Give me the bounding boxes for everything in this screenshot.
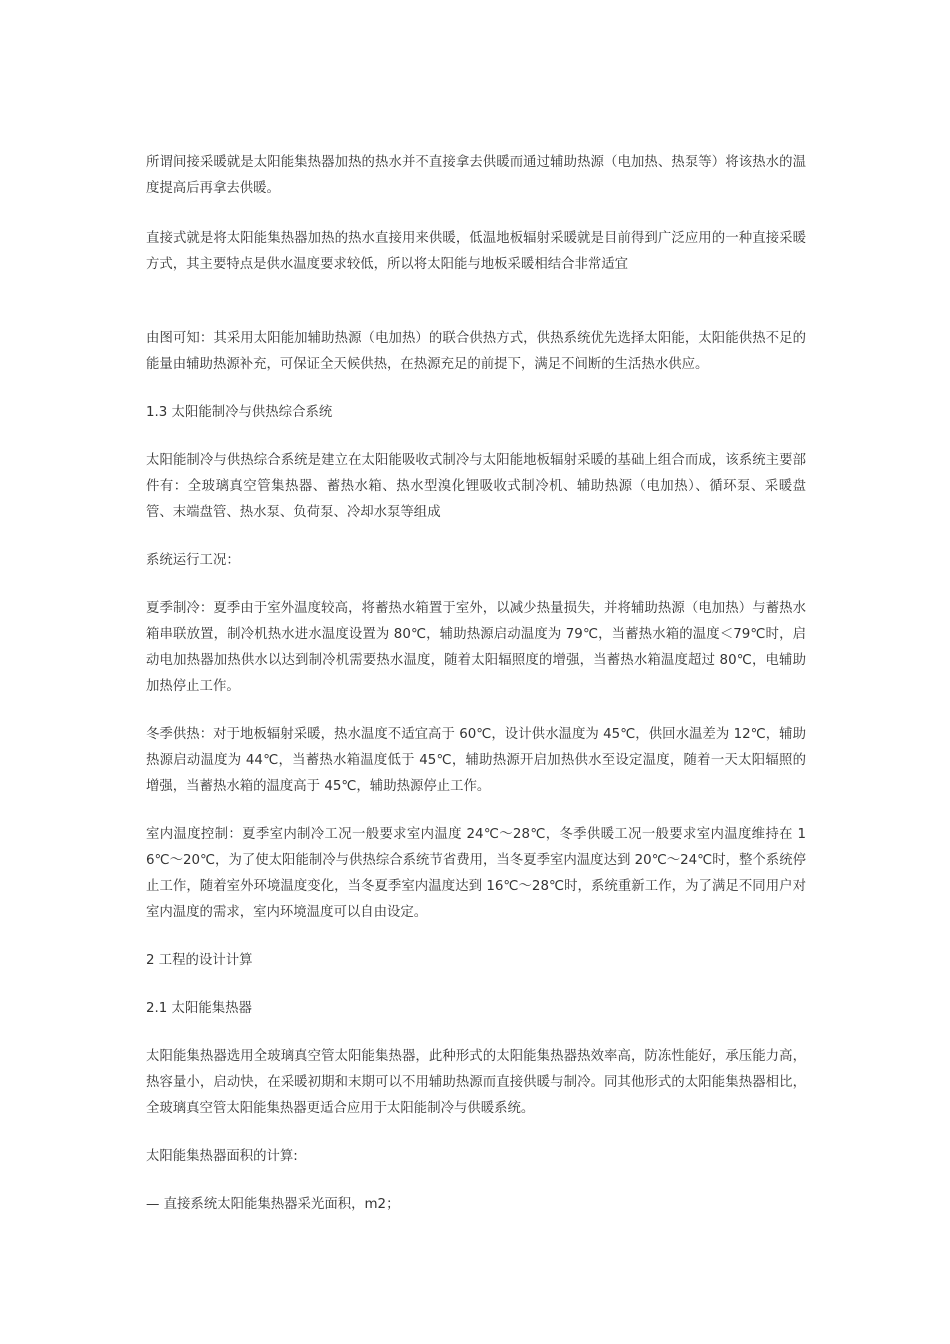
paragraph-figure-description: 由图可知：其采用太阳能加辅助热源（电加热）的联合供热方式，供热系统优先选择太阳能，太阳能供热不足的能量由辅助热源补充，可保证全天候供热，在热源充足的前提下，满足不间断的生活热水供应。 xyxy=(146,331,806,372)
paragraph-collector-area: 太阳能集热器面积的计算: xyxy=(146,1149,298,1164)
paragraph-collector-selection: 太阳能集热器选用全玻璃真空管太阳能集热器，此种形式的太阳能集热器热效率高，防冻性能好，承压能力高，热容量小，启动快，在采暖初期和末期可以不用辅助热源而直接供暖与制冷。同其他形式的太阳能集热器相比，全玻璃真空管太阳能集热器更适合应用于太阳能制冷与供暖系统。 xyxy=(146,1049,806,1116)
paragraph-indoor-temperature: 室内温度控制：夏季室内制冷工况一般要求室内温度 24℃～28℃，冬季供暖工况一般要求室内温度维持在 16℃～20℃，为了使太阳能制冷与供热综合系统节省费用，当冬夏季室内温度达到 20℃～24℃时，整个系统停止工作，随着室外环境温度变化，当冬夏季室内温度达到 16℃～28℃时，系统重新工作，为了满足不同用户对室内温度的需求，室内环境温度可以自由设定。 xyxy=(146,827,806,920)
paragraph-summer-cooling: 夏季制冷：夏季由于室外温度较高，将蓄热水箱置于室外，以减少热量损失，并将辅助热源（电加热）与蓄热水箱串联放置，制冷机热水进水温度设置为 80℃，辅助热源启动温度为 79℃，当蓄热水箱的温度＜79℃时，启动电加热器加热供水以达到制冷机需要热水温度，随着太阳辐照度的增强，当蓄热水箱温度超过 80℃，电辅助加热停止工作。 xyxy=(146,601,806,694)
section-heading-2: 2 工程的设计计算 xyxy=(146,953,253,968)
document-body xyxy=(146,150,806,1218)
section-heading-1-3: 1.3 太阳能制冷与供热综合系统 xyxy=(146,405,333,420)
paragraph-direct-heating: 直接式就是将太阳能集热器加热的热水直接用来供暖，低温地板辐射采暖就是目前得到广泛应用的一种直接采暖方式，其主要特点是供水温度要求较低，所以将太阳能与地板采暖相结合非常适宜 xyxy=(146,231,806,272)
paragraph-indirect-heating: 所谓间接采暖就是太阳能集热器加热的热水并不直接拿去供暖而通过辅助热源（电加热、热泵等）将该热水的温度提高后再拿去供暖。 xyxy=(146,155,806,196)
paragraph-system-components: 太阳能制冷与供热综合系统是建立在太阳能吸收式制冷与太阳能地板辐射采暖的基础上组合而成，该系统主要部件有：全玻璃真空管集热器、蓄热水箱、热水型溴化锂吸收式制冷机、辅助热源（电加热）、循环泵、采暖盘管、末端盘管、热水泵、负荷泵、冷却水泵等组成 xyxy=(146,453,806,520)
paragraph-winter-heating: 冬季供热：对于地板辐射采暖，热水温度不适宜高于 60℃，设计供水温度为 45℃，供回水温差为 12℃，辅助热源启动温度为 44℃，当蓄热水箱温度低于 45℃，辅助热源开启加热供水至设定温度，随着一天太阳辐照的增强，当蓄热水箱的温度高于 45℃，辅助热源停止工作。 xyxy=(146,727,806,794)
paragraph-direct-system-area: — 直接系统太阳能集热器采光面积，m2； xyxy=(146,1197,400,1212)
section-heading-2-1: 2.1 太阳能集热器 xyxy=(146,1001,252,1016)
paragraph-operating-conditions: 系统运行工况： xyxy=(146,553,240,568)
